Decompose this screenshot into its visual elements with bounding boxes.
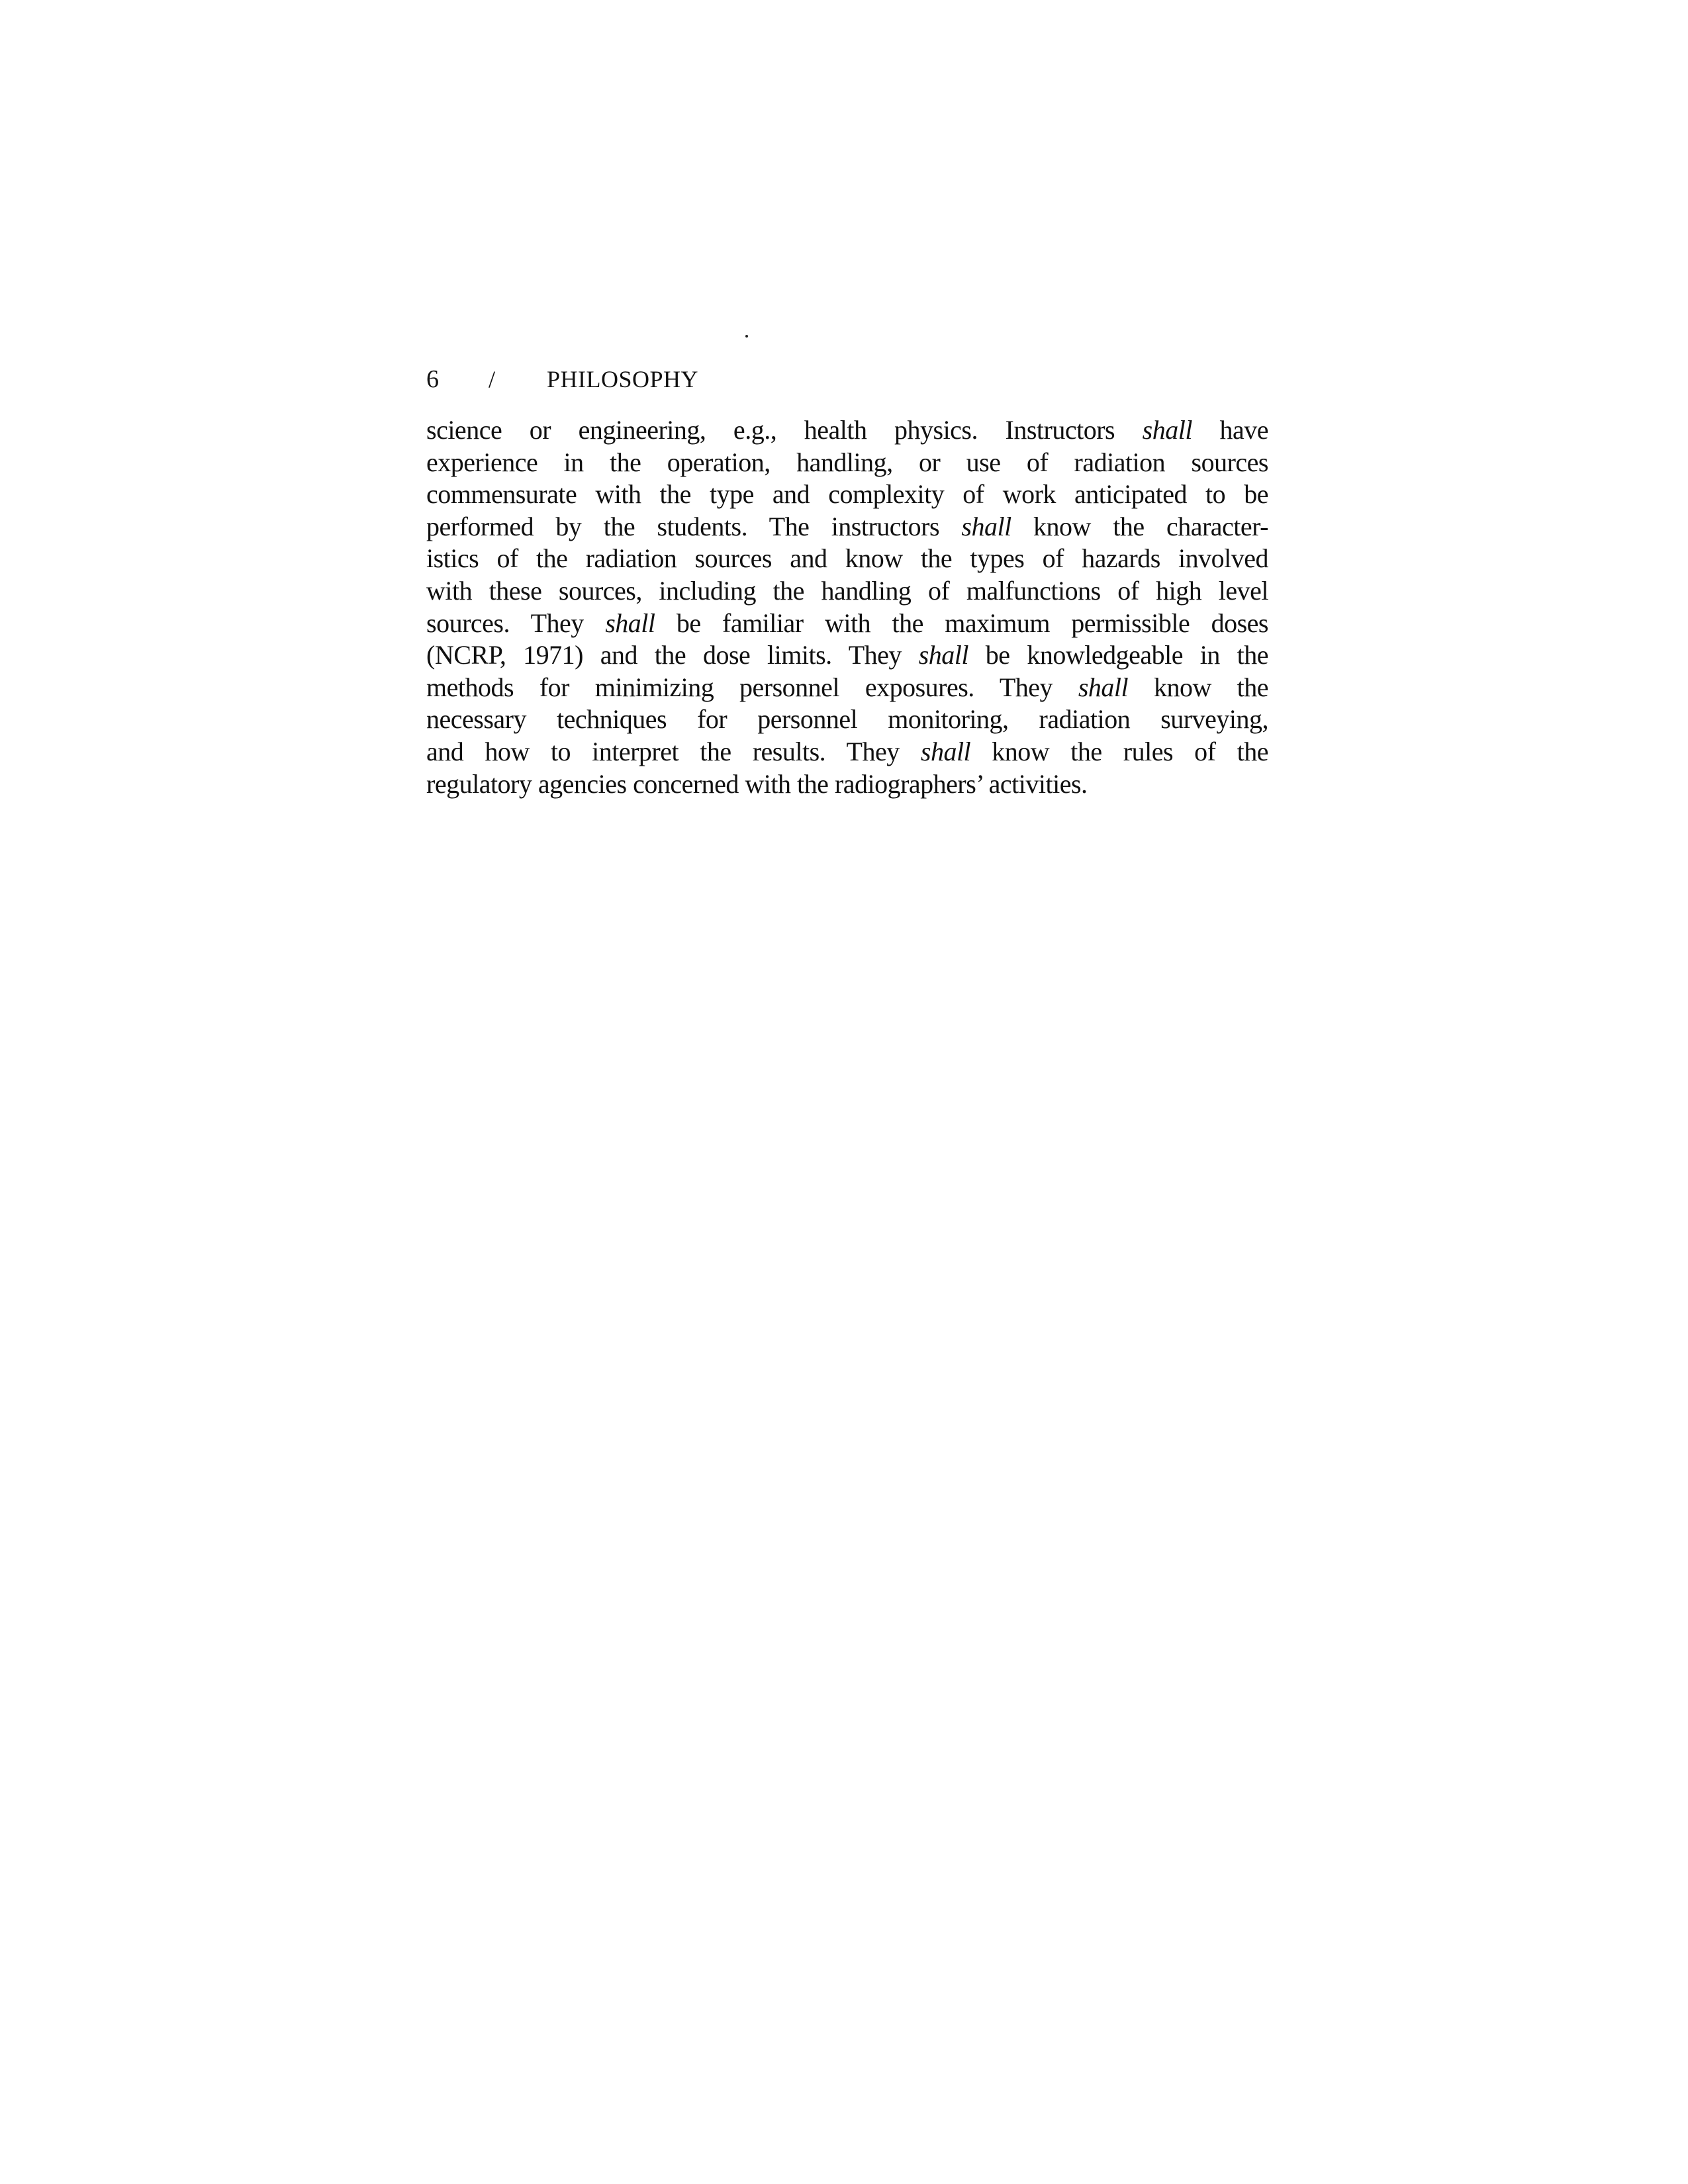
scan-speck	[745, 335, 748, 338]
paragraph-line	[426, 768, 1268, 801]
header-separator: /	[489, 366, 496, 392]
paragraph-line	[426, 608, 1268, 640]
line-text: be knowledgeable in the	[968, 640, 1268, 670]
paragraph-line	[426, 672, 1268, 704]
line-text: know the rules of the	[970, 736, 1268, 766]
line-text: istics of the radiation sources and know the types of hazards involved	[426, 543, 1268, 574]
line-text: know the	[1128, 672, 1268, 702]
line-text: science or engineering, e.g., health physics. Instructors	[426, 415, 1143, 445]
paragraph-line	[426, 704, 1268, 736]
paragraph-line	[426, 575, 1268, 608]
line-text: performed by the students. The instructors	[426, 511, 962, 541]
line-text: methods for minimizing personnel exposures. They	[426, 672, 1078, 702]
line-text: necessary techniques for personnel monitoring, radiation surveying,	[426, 704, 1268, 735]
paragraph-line	[426, 478, 1268, 511]
paragraph-line	[426, 414, 1268, 447]
paragraph-line	[426, 511, 1268, 543]
paragraph-line	[426, 639, 1268, 672]
emphasis-shall: shall	[605, 608, 655, 638]
line-text: know the character-	[1011, 511, 1269, 541]
line-text: regulatory agencies concerned with the radiographers’ activities.	[426, 768, 1088, 799]
emphasis-shall: shall	[961, 511, 1011, 541]
line-text: with these sources, including the handling of malfunctions of high level	[426, 575, 1268, 606]
running-head	[426, 363, 1268, 396]
paragraph-line	[426, 543, 1268, 575]
line-text: commensurate with the type and complexity of work anticipated to be	[426, 479, 1268, 510]
paragraph-line	[426, 447, 1268, 479]
line-text: sources. They	[426, 608, 606, 638]
emphasis-shall: shall	[920, 736, 971, 766]
emphasis-shall: shall	[1142, 415, 1192, 445]
paragraph-line	[426, 736, 1268, 768]
line-text: have	[1192, 415, 1268, 445]
page-number: 6	[426, 365, 439, 393]
line-text: (NCRP, 1971) and the dose limits. They	[426, 640, 919, 670]
line-text: and how to interpret the results. They	[426, 736, 921, 766]
emphasis-shall: shall	[1078, 672, 1129, 702]
section-title: PHILOSOPHY	[547, 366, 699, 392]
body-paragraph	[426, 414, 1268, 800]
emphasis-shall: shall	[918, 640, 968, 670]
line-text: be familiar with the maximum permissible doses	[655, 608, 1268, 638]
line-text: experience in the operation, handling, or use of radiation sources	[426, 447, 1268, 477]
